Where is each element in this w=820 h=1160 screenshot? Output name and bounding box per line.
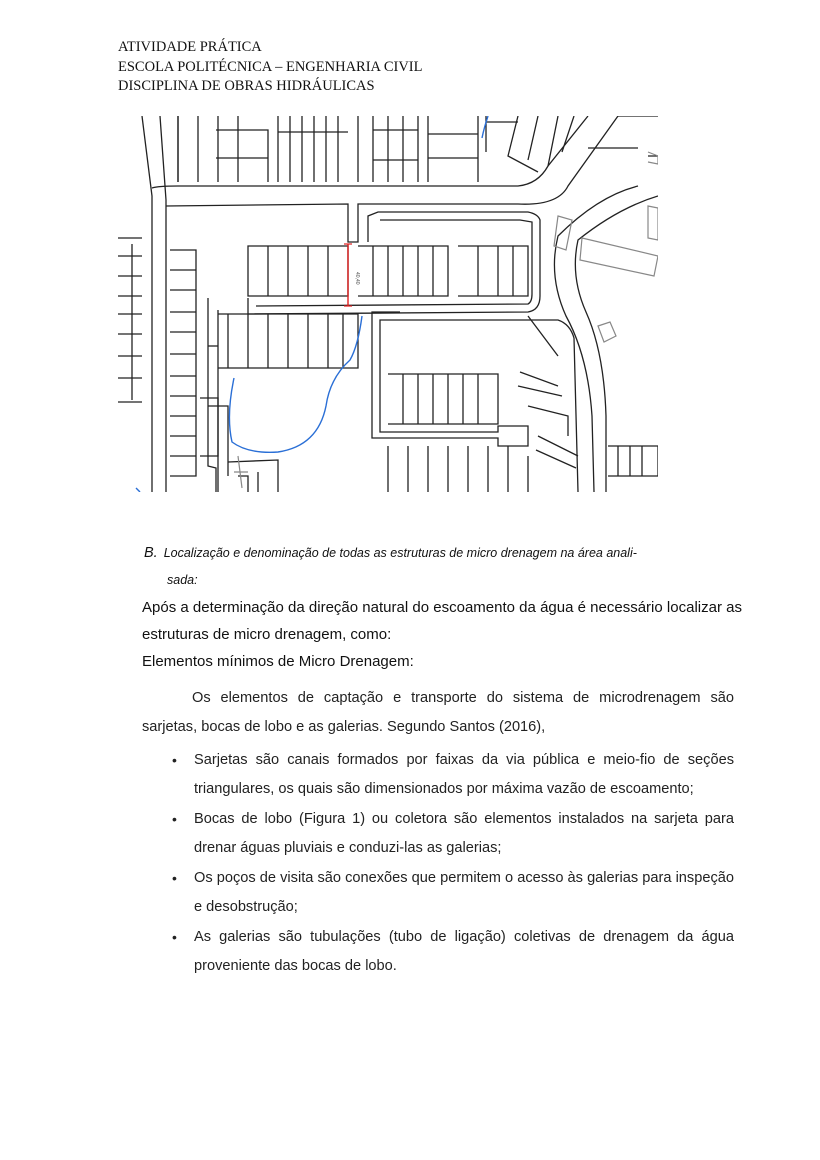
distance-marker	[344, 244, 360, 306]
list-item	[172, 864, 734, 922]
bullet-icon: •	[172, 752, 177, 768]
map-drawing	[118, 116, 658, 492]
marker-label: 40,40	[354, 272, 360, 285]
section-title-part2: sada:	[167, 573, 198, 587]
header-discipline: DISCIPLINA DE OBRAS HIDRÁULICAS	[118, 78, 375, 94]
bullet-icon: •	[172, 811, 177, 827]
bullet-list	[142, 746, 734, 981]
list-item-text: Bocas de lobo (Figura 1) ou coletora são elementos instalados na sarjeta para drenar águas pluviais e conduzi-las as galerias;	[194, 811, 734, 856]
header-activity: ATIVIDADE PRÁTICA	[118, 39, 262, 55]
map-lines	[118, 116, 658, 492]
paragraph-elements-heading: Elementos mínimos de Micro Drenagem:	[142, 653, 414, 670]
list-item-text: Os poços de visita são conexões que permitem o acesso às galerias para inspeção e desobstrução;	[194, 870, 734, 915]
list-item	[172, 923, 734, 981]
section-letter: B.	[144, 545, 158, 561]
document-header	[118, 38, 423, 97]
paragraph-direction: Após a determinação da direção natural do escoamento da água é necessário localizar as estruturas de micro drenagem, como:	[142, 599, 742, 643]
urban-drainage-map	[118, 116, 658, 492]
bullet-icon: •	[172, 929, 177, 945]
bullet-icon: •	[172, 870, 177, 886]
quote-lead: Os elementos de captação e transporte do sistema de microdrenagem são sarjetas, bocas de lobo e as galerias. Segundo Santos (2016),	[142, 690, 734, 735]
list-item-text: Sarjetas são canais formados por faixas da via pública e meio-fio de seções triangulares, os quais são dimensionados por máxima vazão de escoamento;	[194, 752, 734, 797]
section-heading	[144, 540, 744, 594]
list-item-text: As galerias são tubulações (tubo de ligação) coletivas de drenagem da água proveniente das bocas de lobo.	[194, 929, 734, 974]
list-item	[172, 746, 734, 804]
header-school: ESCOLA POLITÉCNICA – ENGENHARIA CIVIL	[118, 58, 423, 75]
list-item	[172, 805, 734, 863]
section-title-part1: Localização e denominação de todas as estruturas de micro drenagem na área anali-	[163, 546, 637, 560]
quoted-excerpt	[142, 684, 734, 982]
body-text	[142, 594, 742, 675]
